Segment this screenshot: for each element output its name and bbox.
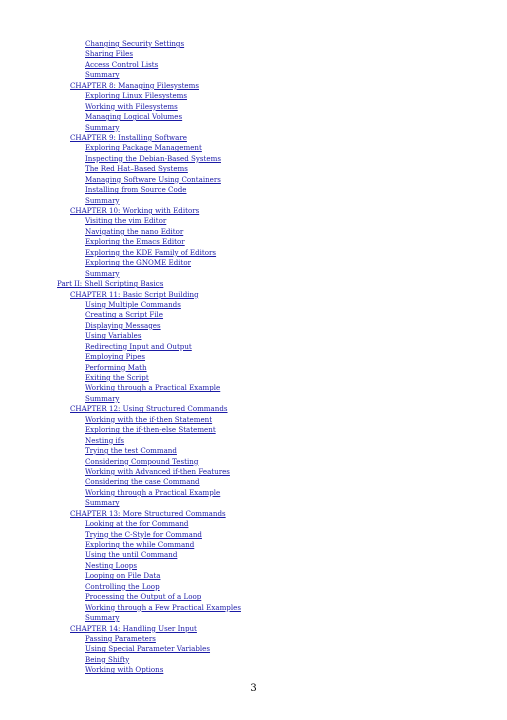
toc-section-link[interactable]: Employing Pipes — [85, 352, 146, 362]
toc-chapter-link[interactable]: CHAPTER 8: Managing Filesystems — [70, 80, 200, 90]
toc-section-link[interactable]: Working through a Practical Example — [85, 383, 221, 393]
toc-section-link[interactable]: Controlling the Loop — [85, 581, 160, 591]
toc-section-link[interactable]: Considering Compound Testing — [85, 456, 199, 466]
toc-section-link[interactable]: Summary — [85, 70, 120, 80]
toc-chapter-link[interactable]: CHAPTER 14: Handling User Input — [70, 623, 197, 633]
toc-section-link[interactable]: Summary — [85, 393, 120, 403]
toc-section-link[interactable]: Using the until Command — [85, 550, 178, 560]
toc-section-link[interactable]: Considering the case Command — [85, 477, 200, 487]
toc-chapter-link[interactable]: CHAPTER 11: Basic Script Building — [70, 289, 199, 299]
toc-section-link[interactable]: Exploring the if-then-else Statement — [85, 425, 216, 435]
table-of-contents — [0, 39, 507, 676]
toc-chapter-link[interactable]: CHAPTER 9: Installing Software — [70, 132, 187, 142]
toc-section-link[interactable]: Exploring the while Command — [85, 540, 195, 549]
toc-section-link[interactable]: Working with Options — [85, 665, 164, 675]
toc-section-link[interactable]: Looping on File Data — [85, 571, 161, 581]
toc-chapter-link[interactable]: CHAPTER 12: Using Structured Commands — [70, 404, 228, 414]
toc-section-link[interactable]: Managing Software Using Containers — [85, 174, 221, 184]
toc-section-link[interactable]: Being Shifty — [85, 654, 130, 664]
toc-section-link[interactable]: Using Variables — [85, 331, 142, 341]
toc-section-link[interactable]: Processing the Output of a Loop — [85, 592, 202, 602]
toc-section-link[interactable]: Exiting the Script — [85, 373, 149, 382]
toc-section-link[interactable]: Inspecting the Debian-Based Systems — [85, 153, 221, 163]
toc-section-link[interactable]: Changing Security Settings — [85, 39, 185, 48]
toc-section-link[interactable]: Installing from Source Code — [85, 185, 187, 195]
toc-section-link[interactable]: Looking at the for Command — [85, 519, 189, 529]
toc-section-link[interactable]: Visiting the vim Editor — [85, 216, 167, 226]
toc-section-link[interactable]: Exploring Linux Filesystems — [85, 91, 188, 101]
toc-section-link[interactable]: The Red Hat–Based Systems — [85, 164, 188, 174]
toc-section-link[interactable]: Nesting Loops — [85, 560, 137, 570]
toc-section-link[interactable]: Working with Advanced if-then Features — [85, 466, 230, 476]
toc-section-link[interactable]: Using Multiple Commands — [85, 299, 181, 309]
toc-section-link[interactable]: Working with Filesystems — [85, 101, 178, 111]
toc-part-link[interactable]: Part II: Shell Scripting Basics — [57, 279, 164, 289]
toc-chapter-link[interactable]: CHAPTER 13: More Structured Commands — [70, 508, 226, 518]
toc-section-link[interactable]: Working with the if-then Statement — [85, 414, 213, 424]
toc-section-link[interactable]: Summary — [85, 268, 120, 278]
toc-section-link[interactable]: Exploring the Emacs Editor — [85, 237, 185, 247]
toc-section-link[interactable]: Displaying Messages — [85, 320, 161, 330]
toc-section-link[interactable]: Summary — [85, 195, 120, 205]
toc-section-link[interactable]: Working through a Few Practical Examples — [85, 602, 241, 612]
toc-section-link[interactable]: Trying the test Command — [85, 446, 177, 456]
toc-section-link[interactable]: Exploring the KDE Family of Editors — [85, 247, 217, 257]
toc-section-link[interactable]: Working through a Practical Example — [85, 487, 221, 497]
toc-section-link[interactable]: Access Control Lists — [85, 59, 159, 69]
page-number: 3 — [250, 683, 257, 694]
toc-section-link[interactable]: Performing Math — [85, 362, 147, 372]
toc-section-link[interactable]: Sharing Files — [85, 49, 133, 59]
toc-section-link[interactable]: Exploring Package Management — [85, 143, 202, 153]
toc-section-link[interactable]: Trying the C-Style for Command — [85, 529, 202, 539]
toc-section-link[interactable]: Summary — [85, 613, 120, 623]
toc-section-link[interactable]: Using Special Parameter Variables — [85, 644, 211, 654]
toc-chapter-link[interactable]: CHAPTER 10: Working with Editors — [70, 206, 200, 215]
toc-section-link[interactable]: Exploring the GNOME Editor — [85, 258, 192, 268]
toc-section-link[interactable]: Passing Parameters — [85, 633, 156, 643]
toc-section-link[interactable]: Summary — [85, 122, 120, 132]
toc-section-link[interactable]: Navigating the nano Editor — [85, 226, 184, 236]
toc-section-link[interactable]: Nesting ifs — [85, 435, 125, 445]
toc-section-link[interactable]: Redirecting Input and Output — [85, 341, 192, 351]
toc-section-link[interactable]: Managing Logical Volumes — [85, 112, 183, 122]
toc-section-link[interactable]: Summary — [85, 498, 120, 508]
toc-section-link[interactable]: Creating a Script File — [85, 310, 164, 320]
